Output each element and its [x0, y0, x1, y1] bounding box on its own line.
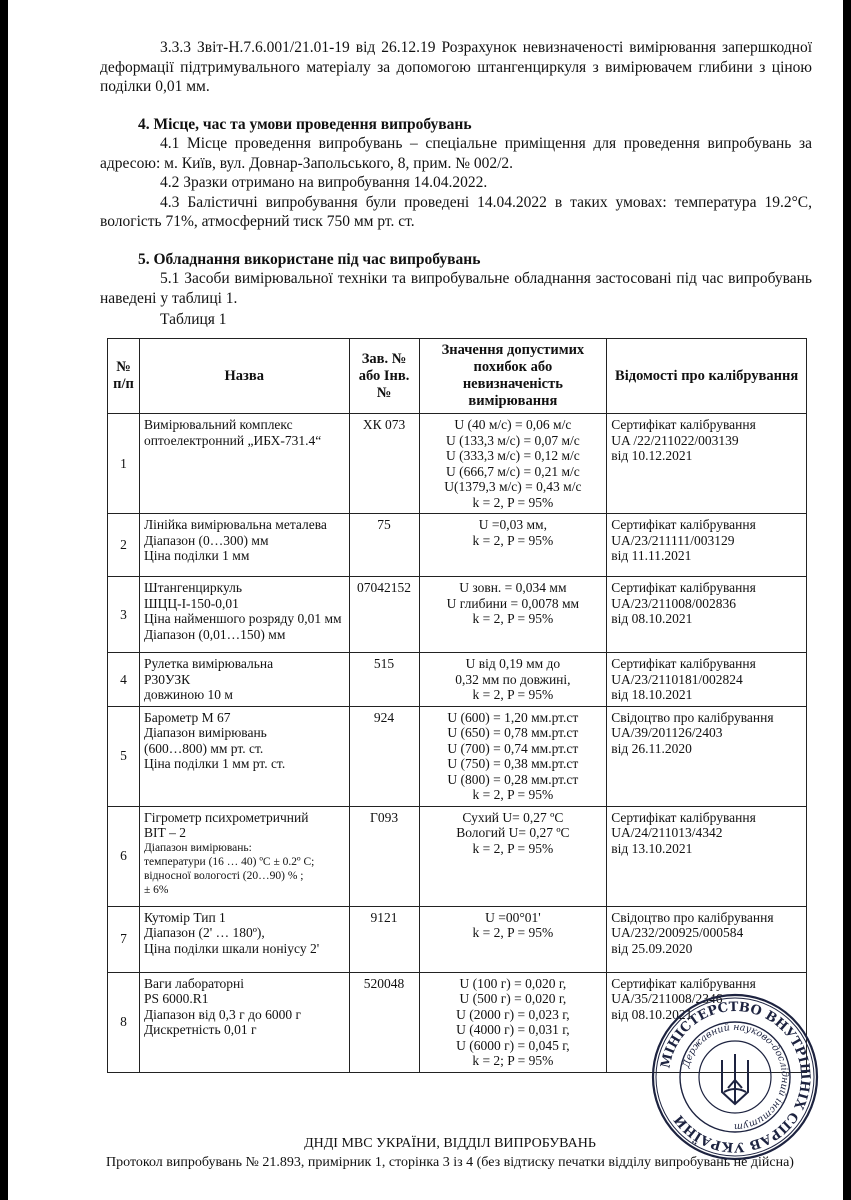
row-name — [139, 806, 349, 906]
stamp-outer-text: МІНІСТЕРСТВО ВНУТРІШНІХ СПРАВ УКРАЇНИ — [658, 999, 813, 1155]
section-5-1: 5.1 Засоби вимірювальної техніки та випробувальне обладнання застосовані під час випробувань наведені у таблиці 1. — [100, 270, 812, 307]
table-row — [108, 706, 807, 806]
left-dark-edge — [0, 0, 8, 1200]
row-serial: 07042152 — [349, 577, 419, 653]
row-num: 5 — [108, 706, 140, 806]
row-calibration: Свідоцтво про калібрування UA/232/200925/000584 від 25.09.2020 — [607, 906, 807, 972]
section-4-1: 4.1 Місце проведення випробувань – спеціальне приміщення для проведення випробувань за адресою: м. Київ, вул. Довнар-Запольського, 8, прим. № 002/2. — [100, 135, 812, 172]
row-uncertainty: U від 0,19 мм до 0,32 мм по довжині, k = 2, P = 95% — [419, 653, 607, 707]
footer-organization: ДНДІ МВС УКРАЇНИ, ВІДДІЛ ВИПРОБУВАНЬ — [304, 1136, 596, 1151]
row-calibration: Сертифікат калібрування UA/23/211008/002836 від 08.10.2021 — [607, 577, 807, 653]
row-serial: 75 — [349, 514, 419, 577]
section-3-3-3: 3.3.3 Звіт-Н.7.6.001/21.01-19 від 26.12.19 Розрахунок невизначеності вимірювання запершкодної деформації підтримувального матеріалу за допомогою штангенциркуля з вимірювачем глибини з ціною поділки 0,01 мм. — [100, 39, 812, 95]
header-calibration: Відомості про калібрування — [607, 339, 807, 414]
row-name-details: Діапазон вимірювань: температури (16 … 40) ºС ± 0.2º С; відносної вологості (20…90) % ; ± 6% — [143, 841, 315, 896]
row-name: Лінійка вимірювальна металева Діапазон (0…300) мм Ціна поділки 1 мм — [139, 514, 349, 577]
row-num: 1 — [108, 414, 140, 514]
section-5-heading: 5. Обладнання використане під час випробувань — [138, 250, 481, 268]
row-serial: 924 — [349, 706, 419, 806]
header-serial: Зав. № або Інв. № — [349, 339, 419, 414]
section-4-heading: 4. Місце, час та умови проведення випробувань — [138, 115, 472, 133]
table-row — [108, 806, 807, 906]
section-4-2: 4.2 Зразки отримано на випробування 14.04.2022. — [160, 174, 488, 191]
header-name: Назва — [139, 339, 349, 414]
footer-protocol: Протокол випробувань № 21.893, примірник 1, сторінка 3 із 4 (без відтиску печатки відділу випробувань не дійсна) — [106, 1155, 794, 1170]
row-name: Рулетка вимірювальна Р30УЗК довжиною 10 м — [139, 653, 349, 707]
row-calibration: Сертифікат калібрування UA/24/211013/4342 від 13.10.2021 — [607, 806, 807, 906]
row-serial: Г093 — [349, 806, 419, 906]
row-name: Барометр М 67 Діапазон вимірювань (600…800) мм рт. ст. Ціна поділки 1 мм рт. ст. — [139, 706, 349, 806]
row-name: Кутомір Тип 1 Діапазон (2' … 180º), Ціна поділки шкали ноніусу 2' — [139, 906, 349, 972]
row-uncertainty: U =0,03 мм, k = 2, P = 95% — [419, 514, 607, 577]
row-name: Ваги лабораторні PS 6000.R1 Діапазон від 0,3 г до 6000 г Дискретність 0,01 г — [139, 972, 349, 1072]
header-num: № п/п — [108, 339, 140, 414]
table-row — [108, 414, 807, 514]
row-name-main: Гігрометр психрометричний ВІТ – 2 — [143, 809, 309, 840]
table-row — [108, 906, 807, 972]
row-num: 2 — [108, 514, 140, 577]
table-caption: Таблиця 1 — [160, 311, 227, 328]
row-name: Штангенциркуль ШЦЦ-I-150-0,01 Ціна найменшого розряду 0,01 мм Діапазон (0,01…150) мм — [139, 577, 349, 653]
equipment-table — [107, 338, 807, 1073]
table-row — [108, 653, 807, 707]
table-row — [108, 514, 807, 577]
row-uncertainty: U (100 г) = 0,020 г, U (500 г) = 0,020 г, U (2000 г) = 0,023 г, U (4000 г) = 0,031 г, U (6000 г) = 0,045 г, k = 2; P = 95% — [419, 972, 607, 1072]
row-calibration: Сертифікат калібрування UA/23/2110181/002824 від 18.10.2021 — [607, 653, 807, 707]
row-uncertainty: Сухий U= 0,27 ºС Вологий U= 0,27 ºС k = 2, P = 95% — [419, 806, 607, 906]
row-calibration: Свідоцтво про калібрування UA/39/201126/2403 від 26.11.2020 — [607, 706, 807, 806]
document-body — [100, 38, 812, 330]
table-header-row — [108, 339, 807, 414]
row-calibration: Сертифікат калібрування UA/35/211008/2346 від 08.10.2021 — [607, 972, 807, 1072]
row-num: 7 — [108, 906, 140, 972]
row-calibration: Сертифікат калібрування UA /22/211022/003139 від 10.12.2021 — [607, 414, 807, 514]
row-num: 3 — [108, 577, 140, 653]
header-uncertainty: Значення допустимих похибок або невизначеність вимірювання — [419, 339, 607, 414]
trident-icon — [722, 1054, 748, 1104]
table-row — [108, 577, 807, 653]
row-calibration: Сертифікат калібрування UA/23/211111/003129 від 11.11.2021 — [607, 514, 807, 577]
page-footer — [90, 1134, 810, 1172]
row-name: Вимірювальний комплекс оптоелектронний „ИБХ-731.4“ — [139, 414, 349, 514]
row-num: 4 — [108, 653, 140, 707]
row-serial: ХК 073 — [349, 414, 419, 514]
section-4-3: 4.3 Балістичні випробування були проведені 14.04.2022 в таких умовах: температура 19.2°С, вологість 71%, атмосферний тиск 750 мм рт. ст. — [100, 193, 812, 230]
right-dark-edge — [843, 0, 851, 1200]
row-num: 6 — [108, 806, 140, 906]
row-serial: 520048 — [349, 972, 419, 1072]
row-uncertainty: U =00°01' k = 2, P = 95% — [419, 906, 607, 972]
row-serial: 9121 — [349, 906, 419, 972]
row-num: 8 — [108, 972, 140, 1072]
row-serial: 515 — [349, 653, 419, 707]
row-uncertainty: U (600) = 1,20 мм.рт.ст U (650) = 0,78 мм.рт.ст U (700) = 0,74 мм.рт.ст U (750) = 0,38 мм.рт.ст U (800) = 0,28 мм.рт.ст k = 2, P = 95% — [419, 706, 607, 806]
row-uncertainty: U зовн. = 0,034 мм U глибини = 0,0078 мм k = 2, P = 95% — [419, 577, 607, 653]
stamp-inner-text: Державний науково-дослідний інститут — [680, 1021, 791, 1133]
row-uncertainty: U (40 м/с) = 0,06 м/с U (133,3 м/с) = 0,07 м/с U (333,3 м/с) = 0,12 м/с U (666,7 м/с) = 0,21 м/с U(1379,3 м/с) = 0,43 м/с k = 2, P = 95% — [419, 414, 607, 514]
